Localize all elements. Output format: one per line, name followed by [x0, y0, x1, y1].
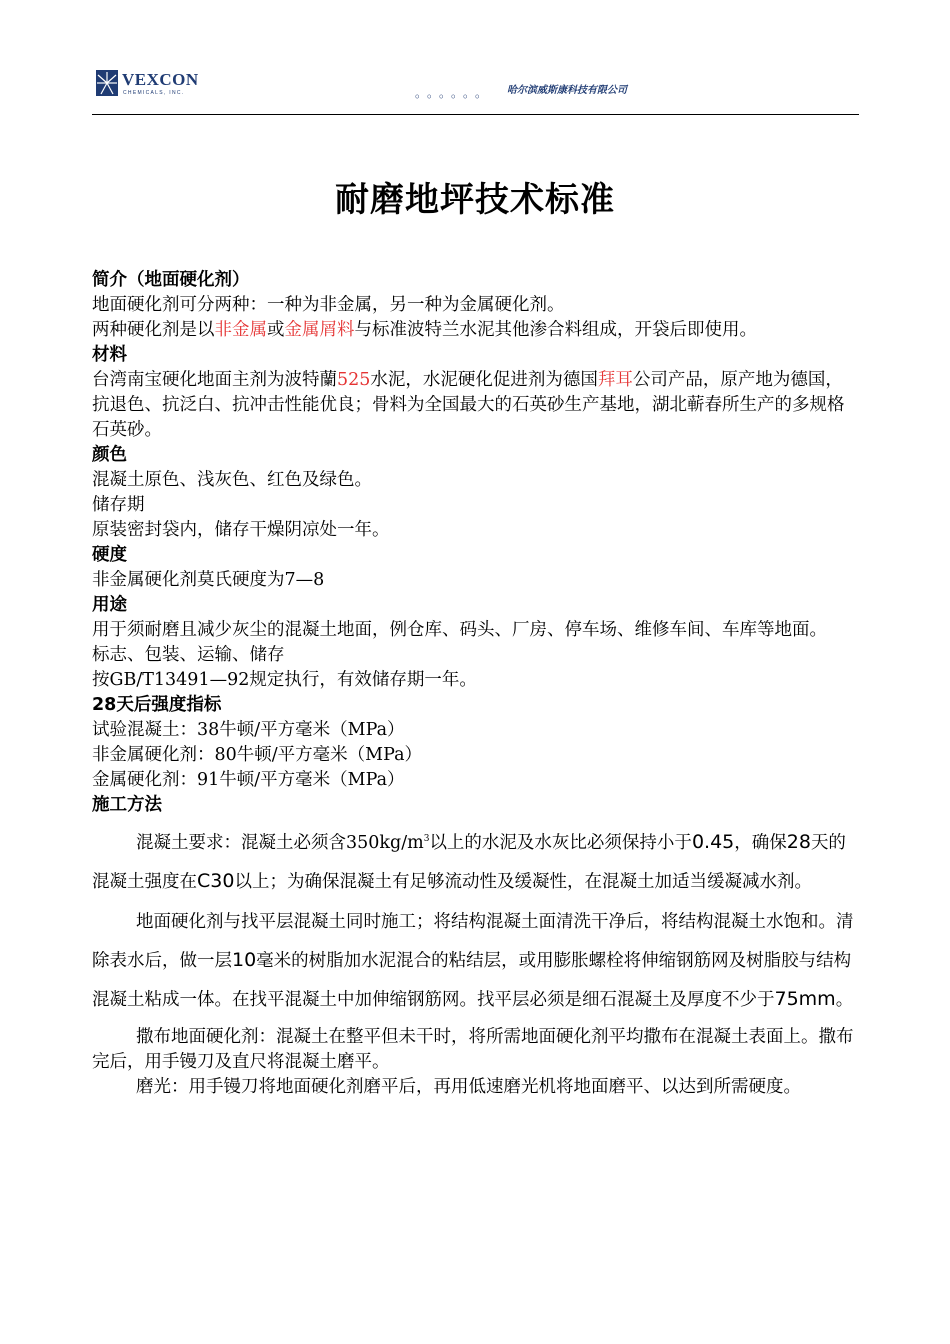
section-heading-hardness: 硬度 — [92, 545, 127, 565]
page-header — [92, 62, 859, 115]
section-heading-usage: 用途 — [92, 595, 127, 615]
section-heading-color: 颜色 — [92, 445, 127, 465]
logo-subtext: CHEMICALS, INC. — [123, 90, 185, 96]
highlight-non-metal: 非金属 — [214, 320, 267, 340]
header-dots: 。。。。。。 — [415, 86, 494, 100]
document-body — [92, 268, 860, 1100]
construction-paragraph-4: 磨光：用手镘刀将地面硬化剂磨平后，再用低速磨光机将地面磨平、以达到所需硬度。 — [136, 1076, 801, 1097]
strength-line-2: 非金属硬化剂：80牛顿/平方毫米（MPa） — [92, 745, 423, 765]
usage-text: 用于须耐磨且减少灰尘的混凝土地面，例仓库、码头、厂房、停车场、维修车间、车库等地面。 — [92, 620, 827, 640]
highlight-525: 525 — [337, 370, 371, 390]
highlight-bayer: 拜耳 — [597, 370, 633, 390]
logo-text: VEXCON — [122, 70, 199, 89]
construction-paragraph-2: 地面硬化剂与找平层混凝土同时施工；将结构混凝土面清洗干净后，将结构混凝土水饱和。清除表水后，做一层10毫米的树脂加水泥混合的粘结层，或用膨胀螺栓将伸缩钢筋网及树脂胶与结构混凝土粘成一体。在找平混凝土中加伸缩钢筋网。找平层必须是细石混凝土及厚度不少于75mm。 — [92, 911, 854, 1010]
vexcon-logo — [96, 68, 216, 102]
company-name: 哈尔滨威斯康科技有限公司 — [507, 85, 627, 96]
color-text: 混凝土原色、浅灰色、红色及绿色。 — [92, 470, 372, 490]
page-title: 耐磨地坪技术标准 — [335, 180, 615, 220]
starburst-logo-icon — [96, 70, 118, 96]
construction-paragraph-3: 撒布地面硬化剂：混凝土在整平但未干时，将所需地面硬化剂平均撒布在混凝土表面上。撒布完后，用手镘刀及直尺将混凝土磨平。 — [92, 1026, 854, 1072]
intro-line-2: 两种硬化剂是以非金属或金属屑料与标准波特兰水泥其他渗合料组成，开袋后即使用。 — [92, 320, 757, 340]
section-heading-storage: 储存期 — [92, 495, 145, 515]
section-heading-construction: 施工方法 — [92, 795, 162, 815]
section-heading-material: 材料 — [92, 345, 127, 365]
material-text: 台湾南宝硬化地面主剂为波特蘭525水泥，水泥硬化促进剂为德国拜耳公司产品，原产地为德国，抗退色、抗泛白、抗冲击性能优良；骨料为全国最大的石英砂生产基地，湖北蕲春所生产的多规格石英砂。 — [92, 370, 845, 440]
strength-line-3: 金属硬化剂：91牛顿/平方毫米（MPa） — [92, 770, 405, 790]
highlight-metal-chips: 金属屑料 — [284, 320, 355, 340]
section-heading-intro: 简介（地面硬化剂） — [92, 270, 250, 290]
section-heading-marking: 标志、包装、运输、储存 — [92, 645, 285, 665]
hardness-text: 非金属硬化剂莫氏硬度为7—8 — [92, 570, 325, 590]
construction-paragraph-1: 混凝土要求：混凝土必须含$350kg/m^3$以上的水泥及水灰比必须保持小于0.45，确保28天的混凝土强度在C30以上；为确保混凝土有足够流动性及缓凝性，在混凝土加适当缓凝减水剂。 — [92, 830, 846, 892]
strength-line-1: 试验混凝土：38牛顿/平方毫米（MPa） — [92, 720, 405, 740]
intro-line-1: 地面硬化剂可分两种：一种为非金属，另一种为金属硬化剂。 — [92, 295, 565, 315]
marking-text: 按GB/T13491—92规定执行，有效储存期一年。 — [92, 670, 477, 690]
storage-text: 原装密封袋内，储存干燥阴凉处一年。 — [92, 520, 390, 540]
section-heading-strength: 28天后强度指标 — [92, 695, 222, 715]
